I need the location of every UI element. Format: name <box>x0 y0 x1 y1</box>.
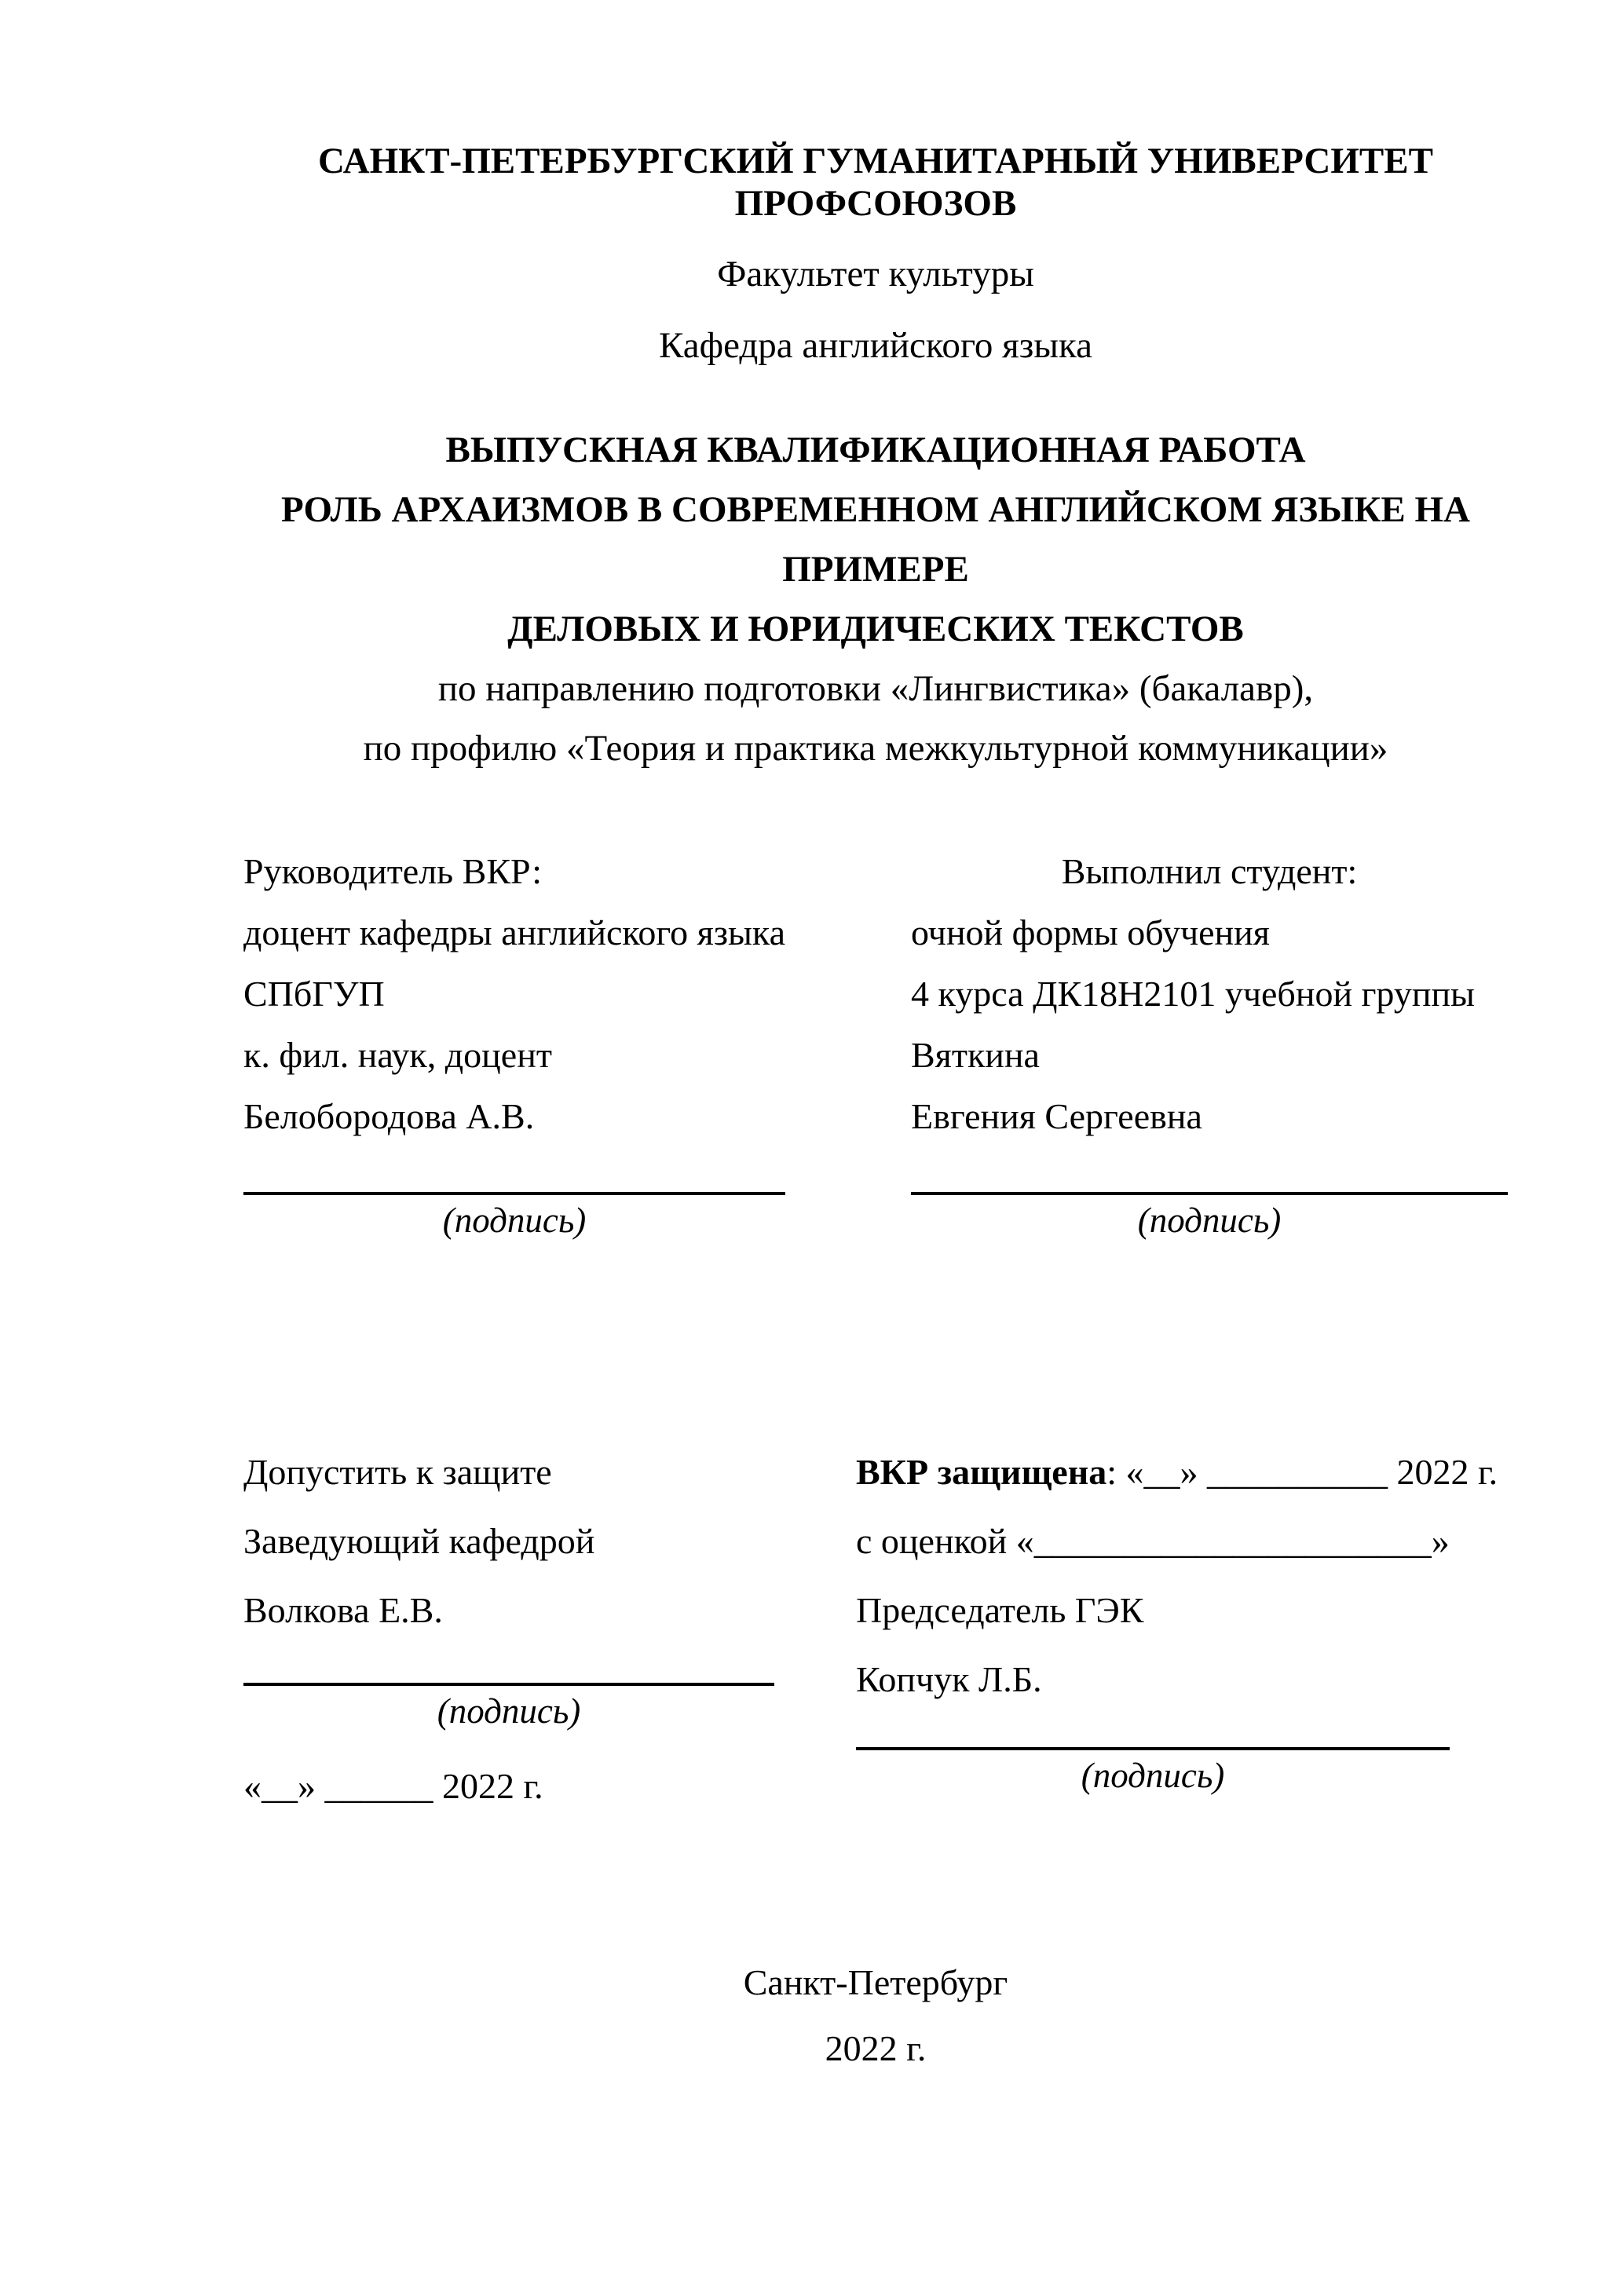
footer <box>243 1962 1508 2069</box>
admission-defense-section <box>243 1452 1508 1807</box>
department-name: Кафедра английского языка <box>659 325 1092 366</box>
supervisor-block <box>243 851 785 1241</box>
student-block <box>911 851 1508 1241</box>
header <box>243 140 1508 367</box>
department-head-title: Заведующий кафедрой <box>243 1521 595 1561</box>
supervisor-signature-line <box>243 1192 785 1195</box>
footer-year: 2022 г. <box>825 2028 927 2068</box>
gek-chair-name: Копчук Л.Б. <box>856 1659 1042 1699</box>
supervisor-position: доцент кафедры английского языка <box>243 912 785 952</box>
supervisor-signature-caption: (подпись) <box>442 1201 587 1240</box>
work-type-title: ВЫПУСКНАЯ КВАЛИФИКАЦИОННАЯ РАБОТА <box>445 430 1306 470</box>
department-head-name: Волкова Е.В. <box>243 1590 443 1630</box>
supervisor-organization: СПбГУП <box>243 974 385 1014</box>
profile-line: по профилю «Теория и практика межкультурной коммуникации» <box>363 728 1388 769</box>
supervisor-degree: к. фил. наук, доцент <box>243 1035 552 1075</box>
defense-status-label: ВКР защищена <box>856 1452 1107 1492</box>
title-block <box>243 420 1508 778</box>
defense-block <box>856 1452 1508 1807</box>
admission-date-line: «__» ______ 2022 г. <box>243 1766 543 1806</box>
admission-signature-line <box>243 1683 774 1686</box>
faculty-name: Факультет культуры <box>717 254 1034 294</box>
defense-status-rest: : «__» __________ 2022 г. <box>1106 1452 1498 1492</box>
defense-signature-caption: (подпись) <box>1081 1756 1225 1795</box>
admission-signature-caption: (подпись) <box>437 1691 581 1731</box>
student-group: 4 курса ДК18Н2101 учебной группы <box>911 974 1475 1014</box>
defense-signature-line <box>856 1747 1450 1750</box>
direction-line: по направлению подготовки «Лингвистика» (бакалавр), <box>437 668 1314 709</box>
defense-grade-line: с оценкой «______________________» <box>856 1521 1450 1561</box>
defense-status-line <box>856 1452 1508 1493</box>
topic-line-2: ДЕЛОВЫХ И ЮРИДИЧЕСКИХ ТЕКСТОВ <box>507 609 1244 649</box>
topic-line-1: РОЛЬ АРХАИЗМОВ В СОВРЕМЕННОМ АНГЛИЙСКОМ ЯЗЫКЕ НА ПРИМЕРЕ <box>281 489 1470 590</box>
student-first-name: Евгения Сергеевна <box>911 1096 1202 1136</box>
admission-line: Допустить к защите <box>243 1452 552 1492</box>
supervisor-name: Белобородова А.В. <box>243 1096 535 1136</box>
supervisor-student-section <box>243 851 1508 1241</box>
admission-block <box>243 1452 785 1807</box>
gek-chair-title: Председатель ГЭК <box>856 1590 1144 1630</box>
student-last-name: Вяткина <box>911 1035 1040 1075</box>
university-name: САНКТ-ПЕТЕРБУРГСКИЙ ГУМАНИТАРНЫЙ УНИВЕРСИТЕТ ПРОФСОЮЗОВ <box>318 141 1433 224</box>
student-study-form: очной формы обучения <box>911 912 1270 952</box>
supervisor-heading: Руководитель ВКР: <box>243 851 543 891</box>
student-heading: Выполнил студент: <box>1061 851 1358 891</box>
footer-city: Санкт-Петербург <box>743 1962 1008 2002</box>
student-signature-line <box>911 1192 1508 1195</box>
student-signature-caption: (подпись) <box>1137 1201 1282 1240</box>
